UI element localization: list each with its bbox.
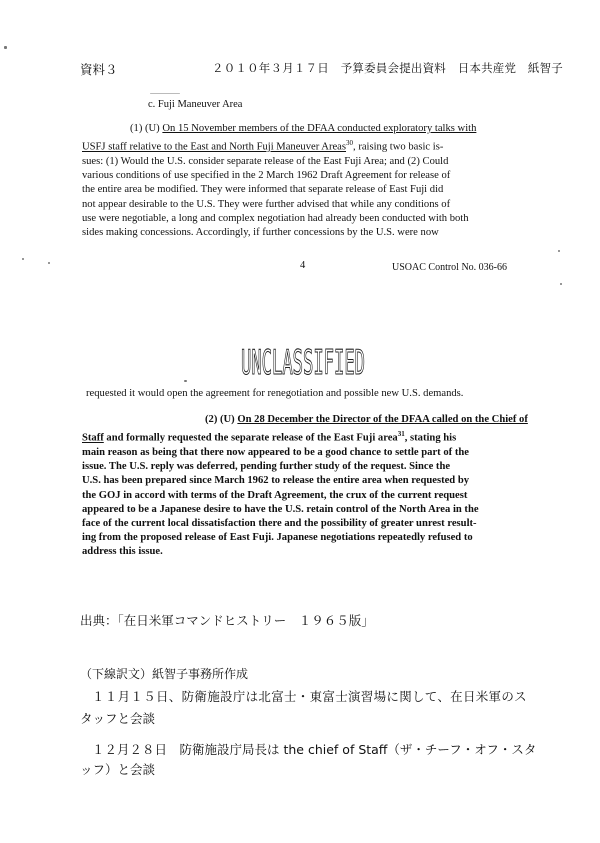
footnote-30: 30 [346,139,354,148]
document-label: 資料３ [80,62,118,77]
paragraph-1-marker: (1) (U) [130,123,160,134]
paragraph-2-line: the GOJ in accord with terms of the Draft Agreement, the crux of the current request [82,489,468,501]
source-citation: 出典：「在日米軍コマンドヒストリー １９６５版」 [80,613,374,628]
paragraph-2-line: face of the current local dissatisfaction there and the possibility of greater unrest result- [82,517,477,529]
paragraph-2-line: ing from the proposed release of East Fuji. Japanese negotiations repeatedly refused to [82,532,473,544]
paragraph-2-line: main reason as being that there now appeared to be a good chance to settle part of the [82,446,469,458]
scan-speck [560,283,562,285]
paragraph-2-marker: (2) (U) [205,414,235,425]
paragraph-1-line: the entire area be modified. They were informed that separate release of East Fuji did [82,184,444,196]
document-header-info: ２０１０年３月１７日 予算委員会提出資料 日本共産党 紙智子 [212,61,563,75]
paragraph-1-line: sides making concessions. Accordingly, if further concessions by the U.S. were now [82,226,439,238]
paragraph-1-line: not appear desirable to the U.S. They were further advised that while any conditions of [82,198,451,210]
paragraph-2-line: issue. The U.S. reply was deferred, pending further study of the request. Since the [82,461,451,473]
stamp-text: UNCLASSIFIED [241,343,365,383]
paragraph-2-underlined-1: On 28 December the Director of the DFAA called on the Chief of [237,414,528,425]
paragraph-2-line: appeared to be a Japanese desire to have the U.S. retain control of the North Area in the [82,503,479,515]
section-heading: c. Fuji Maneuver Area [148,99,243,110]
footnote-31: 31 [397,430,405,439]
scan-speck [48,262,50,264]
unclassified-stamp [238,337,368,383]
paragraph-2-underlined-2: Staff [82,432,104,444]
control-number: USOAC Control No. 036-66 [392,262,508,273]
paragraph-1-underlined-1: On 15 November members of the DFAA conducted exploratory talks with [162,123,477,134]
continuation-line: requested it would open the agreement for renegotiation and possible new U.S. demands. [86,388,464,399]
scan-speck [184,380,187,382]
paragraph-2-line: , stating his [404,432,457,444]
translation-item-1: １１月１５日、防衛施設庁は北富士・東富士演習場に関して、在日米軍のス [92,689,527,704]
scan-speck [558,250,560,252]
paragraph-1-line: use were negotiable, a long and complex negotiation had already been conducted with both [82,212,469,224]
paragraph-1-line: , raising two basic is- [353,141,444,153]
translation-item-2: １２月２８日 防衛施設庁局長は the chief of Staff（ザ・チーフ・オフ・スタ [92,742,537,757]
scan-speck [4,46,7,49]
scan-speck [150,93,180,94]
paragraph-1-line: sues: (1) Would the U.S. consider separate release of the East Fuji Area; and (2) Could [82,155,449,167]
page-number: 4 [300,260,306,271]
paragraph-2-line: address this issue. [82,546,163,558]
paragraph-2-line: U.S. has been prepared since March 1962 to release the entire area when requested by [82,475,470,487]
scan-speck [22,258,24,260]
paragraph-1-underlined-2: USFJ staff relative to the East and North Fuji Maneuver Areas [82,141,347,153]
paragraph-2 [82,413,528,560]
translation-item-1-cont: タッフと会談 [80,711,156,726]
paragraph-1-line: various conditions of use specified in the 2 March 1962 Draft Agreement for release of [82,170,451,182]
translation-item-2-cont: ッフ）と会談 [80,762,156,777]
paragraph-1 [82,122,476,240]
translation-title: （下線訳文）紙智子事務所作成 [80,667,249,681]
paragraph-2-line: and formally requested the separate release of the East Fuji area [103,432,398,444]
